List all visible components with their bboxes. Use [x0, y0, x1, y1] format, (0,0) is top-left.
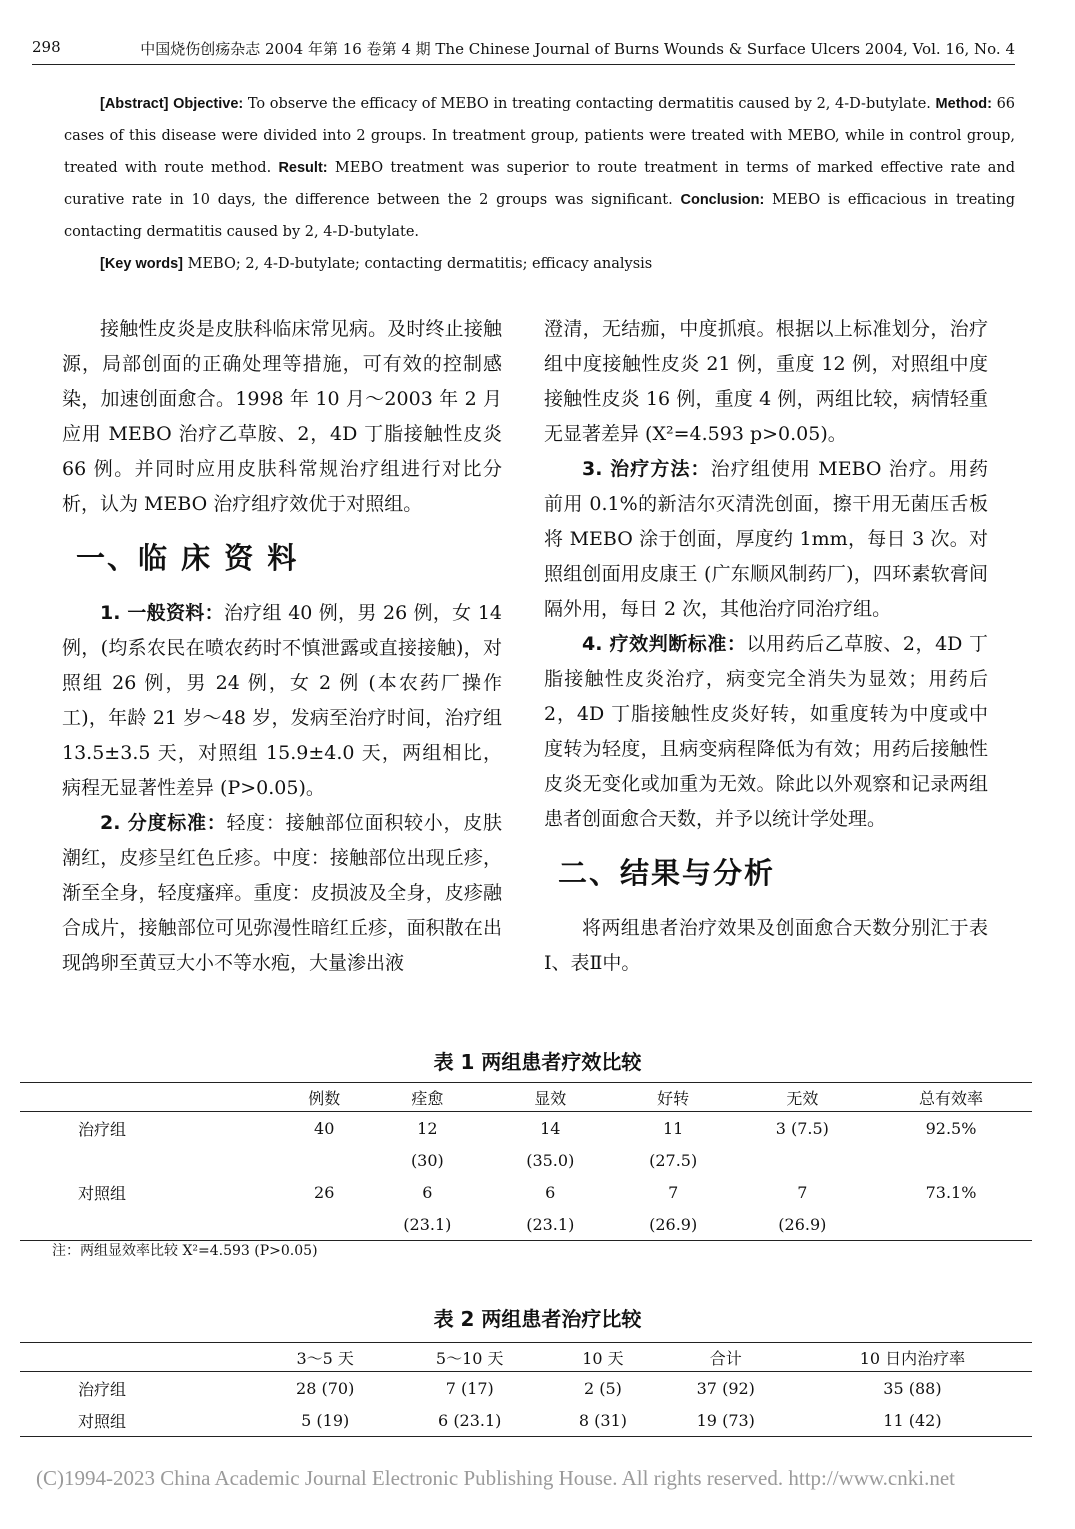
- table1-header-cell: 总有效率: [870, 1083, 1032, 1112]
- table-cell: 8 (31): [547, 1404, 658, 1437]
- keywords-label: [Key words]: [100, 256, 183, 272]
- table1-header-cell: 显效: [489, 1083, 612, 1112]
- objective-text: To observe the efficacy of MEBO in treating contacting dermatitis caused by 2, 4-D-butylate.: [247, 96, 931, 112]
- table2-header-row: [20, 1343, 1032, 1372]
- p2-text: 轻度：接触部位面积较小，皮肤潮红，皮疹呈红色丘疹。中度：接触部位出现丘疹，渐至全身，轻度瘙痒。重度：皮损波及全身，皮疹融合成片，接触部位可见弥漫性暗红丘疹，面积散在出现鸽卵至黄豆大小不等水疱，大量渗出液: [62, 812, 502, 974]
- table-row: [20, 1404, 1032, 1437]
- table-cell: (30): [410, 1150, 444, 1170]
- table-cell: (35.0): [526, 1150, 575, 1170]
- copyright-footer: (C)1994-2023 China Academic Journal Electronic Publishing House. All rights reserved. http://www.cnki.net: [36, 1466, 955, 1490]
- table-cell: 治疗组: [78, 1119, 127, 1139]
- table-cell: 92.5%: [925, 1118, 977, 1138]
- table-cell: 7: [797, 1182, 808, 1202]
- section2-heading: 二、结果与分析: [558, 856, 776, 890]
- section1-heading: 一、临 床 资 料: [76, 541, 299, 575]
- table-cell: (23.1): [366, 1208, 489, 1241]
- table-cell: (27.5): [649, 1150, 698, 1170]
- table-cell: 2 (5): [583, 1378, 622, 1398]
- table-row: [20, 1372, 1032, 1405]
- running-title: 中国烧伤创疡杂志 2004 年第 16 卷第 4 期 The Chinese Journal of Burns Wounds & Surface Ulcers 2004, Vol. 16, No. 4: [140, 40, 1015, 58]
- table-cell: [20, 1144, 282, 1176]
- table-cell: [282, 1144, 365, 1176]
- table2-title: 表 2 两组患者治疗比较: [433, 1307, 642, 1331]
- table1-header-cell: 无效: [735, 1083, 870, 1112]
- grading-paragraph: [62, 806, 502, 981]
- table1-title: 表 1 两组患者疗效比较: [433, 1050, 642, 1074]
- table1-header-cell: 好转: [612, 1083, 735, 1112]
- table1-header-cell: 痊愈: [366, 1083, 489, 1112]
- keywords-text: MEBO; 2, 4-D-butylate; contacting dermatitis; efficacy analysis: [187, 256, 653, 272]
- table-cell: 73.1%: [925, 1182, 977, 1202]
- conclusion-label: Conclusion:: [680, 192, 765, 208]
- table-cell: (26.9): [612, 1208, 735, 1241]
- table-row: [20, 1144, 1032, 1176]
- table-cell: 19 (73): [659, 1404, 793, 1437]
- p4-text: 以用药后乙草胺、2，4D 丁脂接触性皮炎治疗，病变完全消失为显效；用药后 2，4D 丁脂接触性皮炎好转，如重度转为中度或中度转为轻度，且病变病程降低为有效；用药后接触性皮炎无变化或加重为无效。除此以外观察和记录两组患者创面愈合天数，并予以统计学处理。: [544, 633, 988, 830]
- treatment-paragraph: [544, 452, 988, 627]
- table1-header-cell: [20, 1083, 282, 1112]
- table1: [20, 1082, 1032, 1241]
- table2-header-cell: [20, 1343, 258, 1372]
- intro-paragraph: 接触性皮炎是皮肤科临床常见病。及时终止接触源，局部创面的正确处理等措施，可有效的控制感染，加速创面愈合。1998 年 10 月～2003 年 2 月应用 MEBO 治疗乙草胺、2，4D 丁脂接触性皮炎 66 例。并同时应用皮肤科常规治疗组进行对比分析，认为 MEBO 治疗组疗效优于对照组。: [62, 318, 502, 515]
- grading-continued: 澄清，无结痂，中度抓痕。根据以上标准划分，治疗组中度接触性皮炎 21 例，重度 12 例，对照组中度接触性皮炎 16 例，重度 4 例，两组比较，病情轻重无显著差异 (X²=4.593 p>0.05)。: [544, 318, 988, 445]
- table-row: [20, 1208, 1032, 1241]
- table-cell: 3 (7.5): [775, 1118, 829, 1138]
- table-cell: 40: [314, 1118, 335, 1138]
- page-number: 298: [32, 38, 61, 56]
- table-row: [20, 1176, 1032, 1208]
- table-cell: (23.1): [489, 1208, 612, 1241]
- abstract-paragraph: [64, 88, 1015, 248]
- table-cell: 11: [662, 1118, 684, 1138]
- table-cell: 26: [314, 1182, 335, 1202]
- table2-header-cell: 10 天: [547, 1343, 658, 1372]
- table-cell: [870, 1208, 1032, 1241]
- abstract-label: [Abstract]: [100, 96, 169, 112]
- table1-header-cell: 例数: [282, 1083, 365, 1112]
- table-cell: 11 (42): [793, 1404, 1032, 1437]
- result-text: MEBO treatment was superior to route treatment in terms of marked effective rate and curative rate in 10 days, the difference between the 2 groups was significant.: [64, 160, 1016, 208]
- table-cell: [870, 1144, 1032, 1176]
- table2: [20, 1342, 1032, 1437]
- table-cell: 6: [422, 1182, 433, 1202]
- p3-text: 治疗组使用 MEBO 治疗。用药前用 0.1%的新洁尔灭清洗创面，擦干用无菌压舌板将 MEBO 涂于创面，厚度约 1mm，每日 3 次。对照组创面用皮康王 (广东顺风制药厂)，四环素软膏间隔外用，每日 2 次，其他治疗同治疗组。: [544, 458, 988, 620]
- table-cell: [735, 1144, 870, 1176]
- general-data-paragraph: [62, 596, 502, 806]
- criteria-paragraph: [544, 627, 988, 837]
- objective-label: Objective:: [173, 96, 244, 112]
- conclusion-text: MEBO is efficacious in treating contacting dermatitis caused by 2, 4-D-butylate.: [64, 192, 1016, 240]
- table-cell: 对照组: [78, 1183, 127, 1203]
- p1-label: 1. 一般资料：: [100, 602, 224, 624]
- table1-header-row: [20, 1083, 1032, 1112]
- table2-header-cell: 3～5 天: [258, 1343, 392, 1372]
- table-cell: [20, 1208, 282, 1241]
- table1-note: 注：两组显效率比较 X²=4.593 (P>0.05): [52, 1243, 318, 1259]
- table-cell: 28 (70): [296, 1378, 355, 1398]
- p2-label: 2. 分度标准：: [100, 812, 227, 834]
- abstract: [64, 88, 1015, 280]
- result-label: Result:: [278, 160, 328, 176]
- table2-header-cell: 合计: [659, 1343, 793, 1372]
- table-cell: 12: [417, 1118, 438, 1138]
- table-cell: 6 (23.1): [392, 1404, 547, 1437]
- table-cell: 6: [545, 1182, 556, 1202]
- table-cell: 7: [668, 1182, 679, 1202]
- table-cell: 对照组: [20, 1404, 258, 1437]
- table-cell: 5 (19): [258, 1404, 392, 1437]
- table2-header-cell: 5～10 天: [392, 1343, 547, 1372]
- table-cell: 7 (17): [445, 1378, 494, 1398]
- table-cell: 37 (92): [696, 1378, 755, 1398]
- p3-label: 3. 治疗方法：: [582, 458, 711, 480]
- p4-label: 4. 疗效判断标准：: [582, 633, 747, 655]
- right-column: [544, 312, 988, 981]
- method-label: Method:: [935, 96, 992, 112]
- table2-header-cell: 10 日内治疗率: [793, 1343, 1032, 1372]
- method-text: 66 cases of this disease were divided into 2 groups. In treatment group, patients were treated with MEBO, while in control group, treated with route method.: [64, 96, 1016, 176]
- table-cell: 14: [540, 1118, 561, 1138]
- table-cell: [282, 1208, 365, 1241]
- results-paragraph: 将两组患者治疗效果及创面愈合天数分别汇于表Ⅰ、表Ⅱ中。: [544, 917, 988, 974]
- table-cell: 35 (88): [883, 1378, 942, 1398]
- keywords-paragraph: [64, 248, 1015, 280]
- table-cell: (26.9): [735, 1208, 870, 1241]
- table-row: [20, 1112, 1032, 1145]
- table-cell: 治疗组: [78, 1379, 127, 1399]
- left-column: [62, 312, 502, 981]
- p1-text: 治疗组 40 例，男 26 例，女 14 例，(均系农民在喷农药时不慎泄露或直接接触)，对照组 26 例，男 24 例，女 2 例 (本农药厂操作工)，年龄 21 岁～48 岁，发病至治疗时间，治疗组 13.5±3.5 天，对照组 15.9±4.0 天，两组相比，病程无显著性差异 (P>0.05)。: [62, 602, 502, 799]
- page-header: [32, 34, 1015, 65]
